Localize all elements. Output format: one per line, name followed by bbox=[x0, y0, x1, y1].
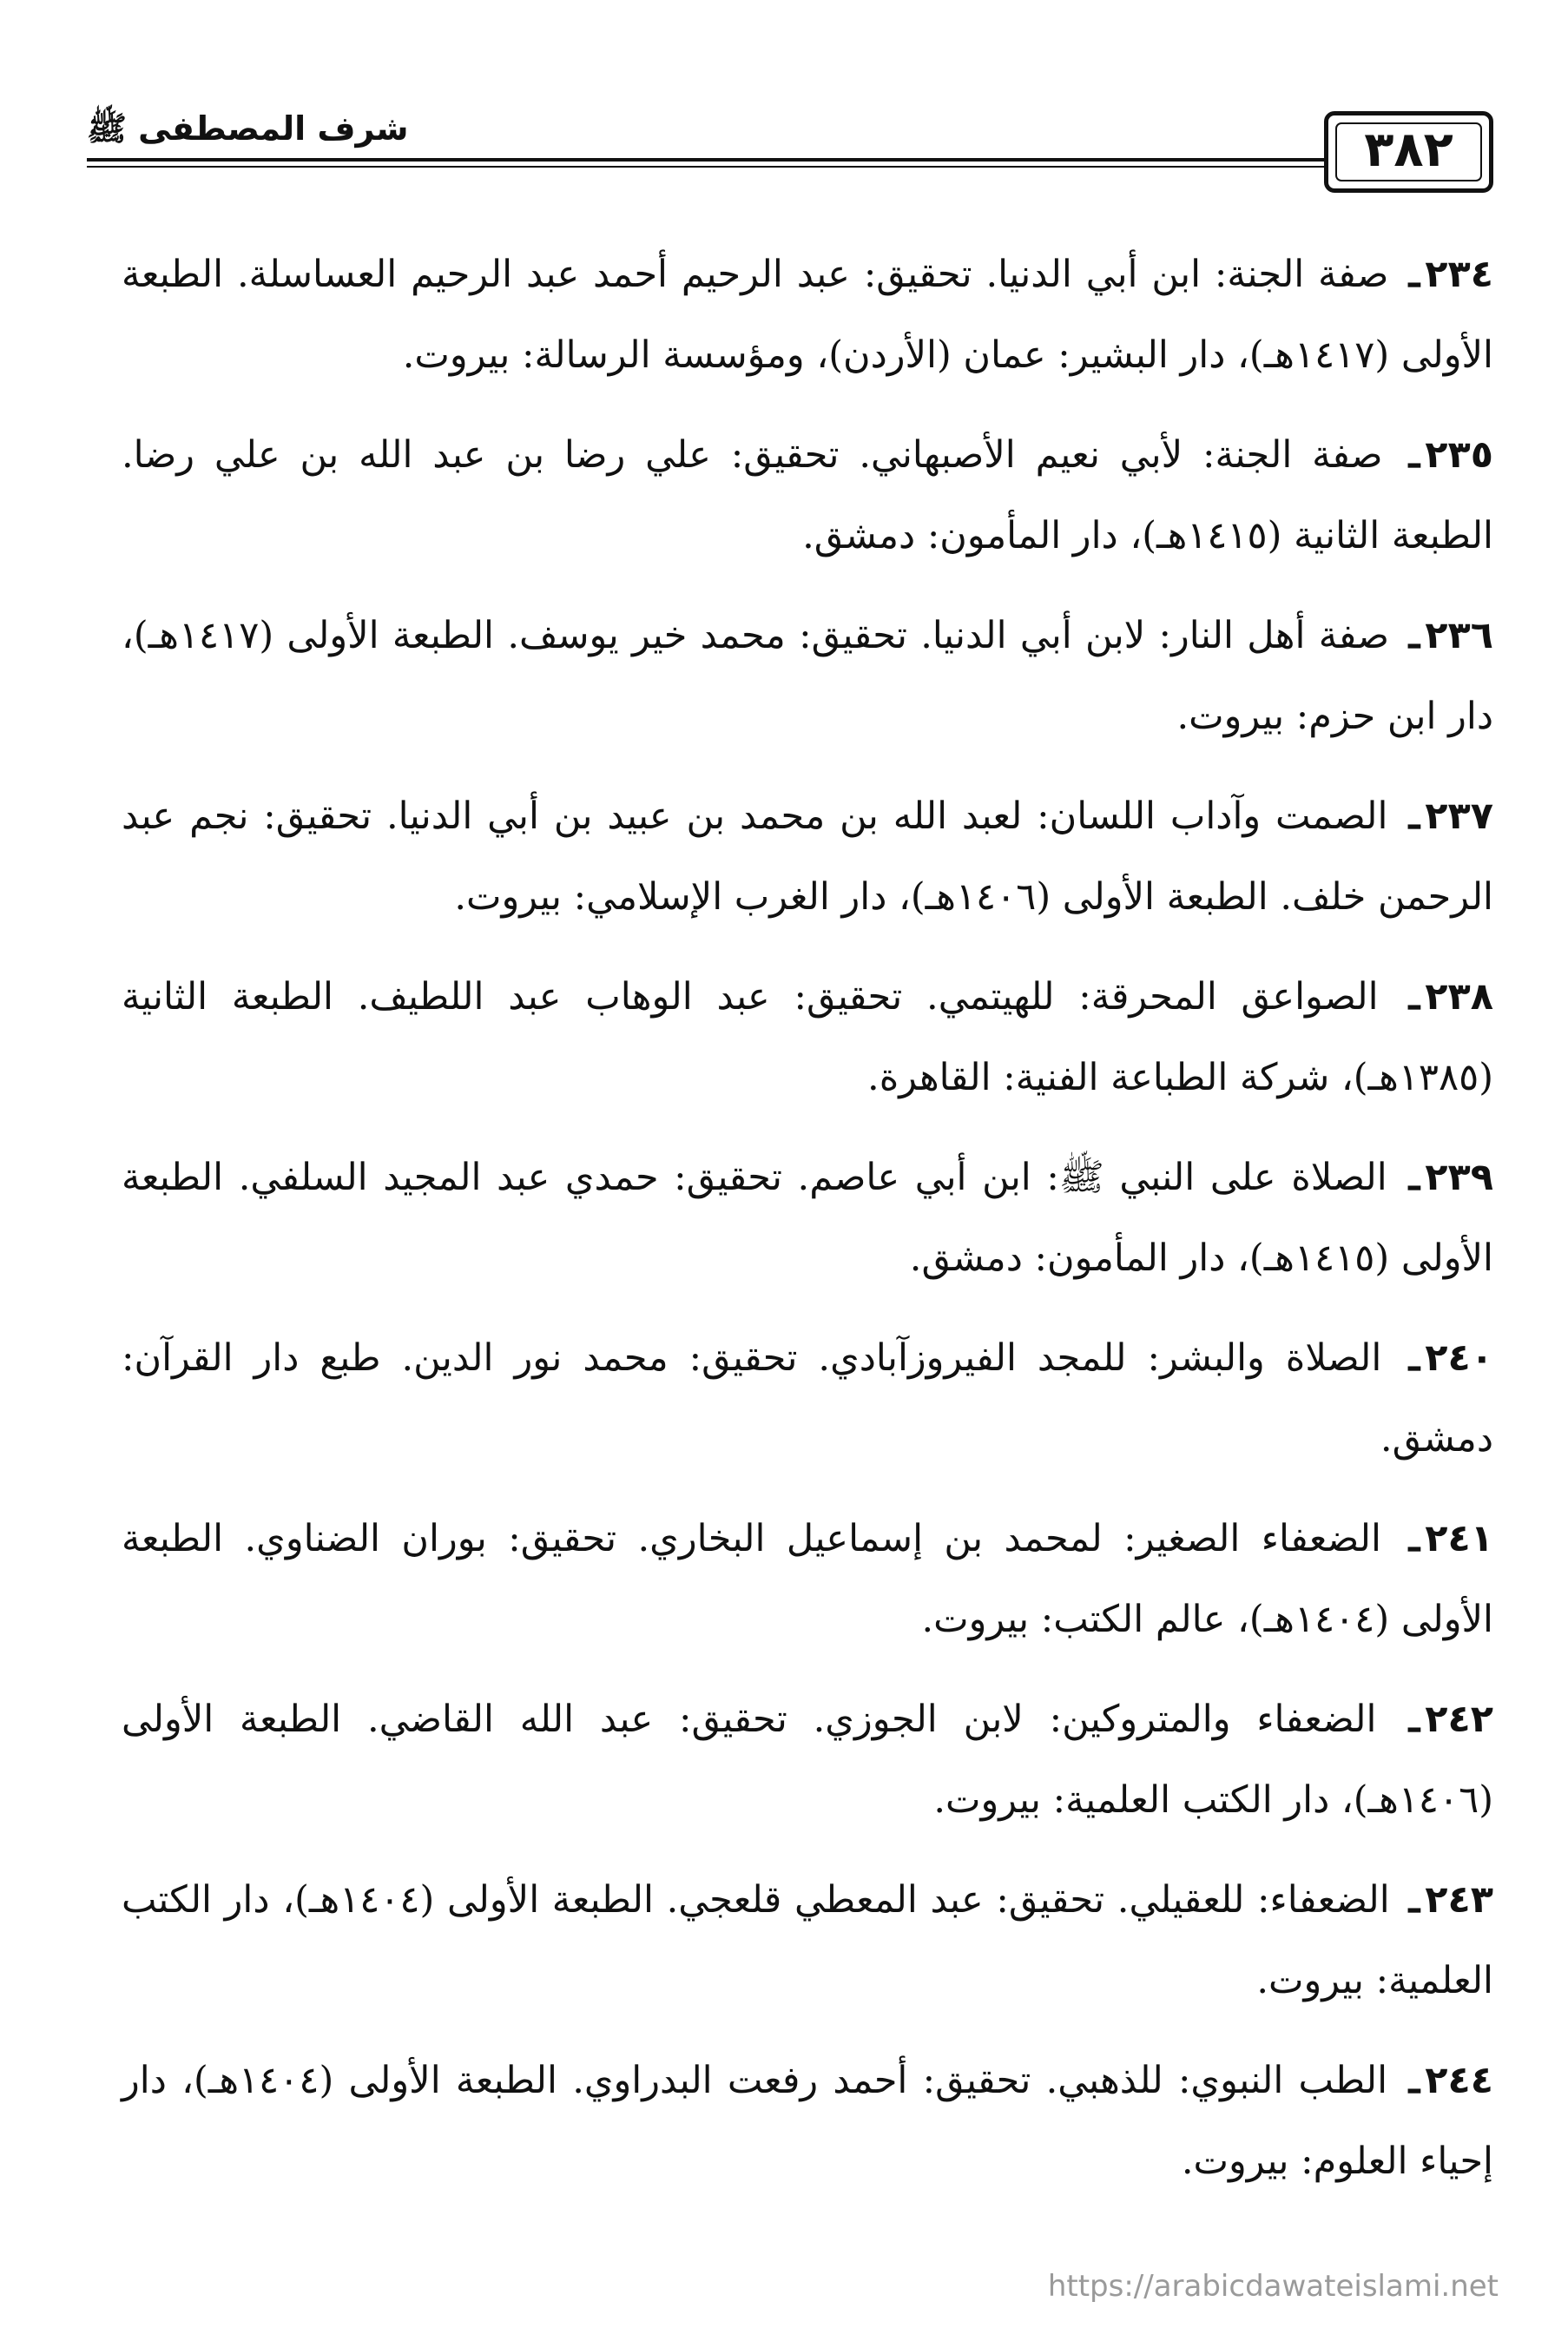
header-rule bbox=[87, 158, 1324, 162]
entry-number: ٢٤١ bbox=[1425, 1517, 1493, 1560]
entry-number: ٢٤٠ bbox=[1425, 1336, 1493, 1380]
watermark-url: https://arabicdawateislami.net bbox=[1047, 2269, 1499, 2304]
entry-number: ٢٣٤ bbox=[1425, 253, 1493, 296]
bibliography-list bbox=[122, 234, 1493, 2221]
page-number: ٣٨٢ bbox=[1364, 122, 1453, 178]
entry-text: صفة أهل النار: لابن أبي الدنيا. تحقيق: محمد خير يوسف. الطبعة الأولى (١٤١٧هـ)، دار ابن حزم: بيروت. bbox=[122, 614, 1493, 738]
entry-text: الصواعق المحرقة: للهيتمي. تحقيق: عبد الوهاب عبد اللطيف. الطبعة الثانية (١٣٨٥هـ)، شركة الطباعة الفنية: القاهرة. bbox=[122, 975, 1493, 1099]
bibliography-entry: ٢٤٠ـ الصلاة والبشر: للمجد الفيروزآبادي. تحقيق: محمد نور الدين. طبع دار القرآن: دمشق. bbox=[122, 1336, 1493, 1461]
entry-text: صفة الجنة: ابن أبي الدنيا. تحقيق: عبد الرحيم أحمد عبد الرحيم العساسلة. الطبعة الأولى (١٤١٧هـ)، دار البشير: عمان (الأردن)، ومؤسسة الرسالة: بيروت. bbox=[122, 253, 1493, 377]
entry-number: ٢٣٩ bbox=[1425, 1156, 1493, 1199]
bibliography-entry: ٢٣٧ـ الصمت وآداب اللسان: لعبد الله بن محمد بن عبيد بن أبي الدنيا. تحقيق: نجم عبد الرحمن خلف. الطبعة الأولى (١٤٠٦هـ)، دار الغرب الإسلامي: بيروت. bbox=[122, 795, 1493, 919]
entry-text: الطب النبوي: للذهبي. تحقيق: أحمد رفعت البدراوي. الطبعة الأولى (١٤٠٤هـ)، دار إحياء العلوم: بيروت. bbox=[122, 2059, 1493, 2183]
bibliography-entry: ٢٣٩ـ الصلاة على النبي ﷺ: ابن أبي عاصم. تحقيق: حمدي عبد المجيد السلفي. الطبعة الأولى (١٤١٥هـ)، دار المأمون: دمشق. bbox=[122, 1156, 1493, 1280]
header-rule-thin bbox=[87, 166, 1324, 168]
entry-number: ٢٤٣ bbox=[1425, 1878, 1493, 1922]
page-number-frame bbox=[1324, 111, 1493, 193]
bibliography-entry: ٢٣٥ـ صفة الجنة: لأبي نعيم الأصبهاني. تحقيق: علي رضا بن عبد الله بن علي رضا. الطبعة الثانية (١٤١٥هـ)، دار المأمون: دمشق. bbox=[122, 433, 1493, 557]
entry-text: الصمت وآداب اللسان: لعبد الله بن محمد بن عبيد بن أبي الدنيا. تحقيق: نجم عبد الرحمن خلف. الطبعة الأولى (١٤٠٦هـ)، دار الغرب الإسلامي: بيروت. bbox=[122, 795, 1493, 919]
entry-text: الضعفاء والمتروكين: لابن الجوزي. تحقيق: عبد الله القاضي. الطبعة الأولى (١٤٠٦هـ)، دار الكتب العلمية: بيروت. bbox=[122, 1698, 1493, 1822]
entry-number: ٢٣٧ bbox=[1425, 795, 1493, 838]
entry-number: ٢٤٤ bbox=[1425, 2059, 1493, 2102]
entry-text: الضعفاء: للعقيلي. تحقيق: عبد المعطي قلعجي. الطبعة الأولى (١٤٠٤هـ)، دار الكتب العلمية: بيروت. bbox=[122, 1878, 1493, 2002]
entry-text: الضعفاء الصغير: لمحمد بن إسماعيل البخاري. تحقيق: بوران الضناوي. الطبعة الأولى (١٤٠٤هـ)، عالم الكتب: بيروت. bbox=[122, 1517, 1493, 1641]
entry-text: الصلاة والبشر: للمجد الفيروزآبادي. تحقيق: محمد نور الدين. طبع دار القرآن: دمشق. bbox=[122, 1336, 1493, 1461]
bibliography-entry: ٢٤١ـ الضعفاء الصغير: لمحمد بن إسماعيل البخاري. تحقيق: بوران الضناوي. الطبعة الأولى (١٤٠٤هـ)، عالم الكتب: بيروت. bbox=[122, 1517, 1493, 1641]
bibliography-entry: ٢٤٣ـ الضعفاء: للعقيلي. تحقيق: عبد المعطي قلعجي. الطبعة الأولى (١٤٠٤هـ)، دار الكتب العلمية: بيروت. bbox=[122, 1878, 1493, 2002]
bibliography-entry: ٢٤٢ـ الضعفاء والمتروكين: لابن الجوزي. تحقيق: عبد الله القاضي. الطبعة الأولى (١٤٠٦هـ)، دار الكتب العلمية: بيروت. bbox=[122, 1698, 1493, 1822]
book-title: شرف المصطفى ﷺ bbox=[87, 109, 409, 148]
page-header bbox=[87, 104, 1493, 200]
entry-text: صفة الجنة: لأبي نعيم الأصبهاني. تحقيق: علي رضا بن عبد الله بن علي رضا. الطبعة الثانية (١٤١٥هـ)، دار المأمون: دمشق. bbox=[122, 433, 1493, 557]
entry-number: ٢٣٨ bbox=[1425, 975, 1493, 1019]
entry-number: ٢٣٦ bbox=[1425, 614, 1493, 657]
bibliography-entry: ٢٣٤ـ صفة الجنة: ابن أبي الدنيا. تحقيق: عبد الرحيم أحمد عبد الرحيم العساسلة. الطبعة الأولى (١٤١٧هـ)، دار البشير: عمان (الأردن)، ومؤسسة الرسالة: بيروت. bbox=[122, 253, 1493, 377]
bibliography-entry: ٢٤٤ـ الطب النبوي: للذهبي. تحقيق: أحمد رفعت البدراوي. الطبعة الأولى (١٤٠٤هـ)، دار إحياء العلوم: بيروت. bbox=[122, 2059, 1493, 2183]
entry-number: ٢٤٢ bbox=[1425, 1698, 1493, 1741]
bibliography-entry: ٢٣٨ـ الصواعق المحرقة: للهيتمي. تحقيق: عبد الوهاب عبد اللطيف. الطبعة الثانية (١٣٨٥هـ)، شركة الطباعة الفنية: القاهرة. bbox=[122, 975, 1493, 1099]
entry-number: ٢٣٥ bbox=[1425, 433, 1493, 477]
entry-text: الصلاة على النبي ﷺ: ابن أبي عاصم. تحقيق: حمدي عبد المجيد السلفي. الطبعة الأولى (١٤١٥هـ)، دار المأمون: دمشق. bbox=[122, 1156, 1493, 1280]
bibliography-entry: ٢٣٦ـ صفة أهل النار: لابن أبي الدنيا. تحقيق: محمد خير يوسف. الطبعة الأولى (١٤١٧هـ)، دار ابن حزم: بيروت. bbox=[122, 614, 1493, 738]
